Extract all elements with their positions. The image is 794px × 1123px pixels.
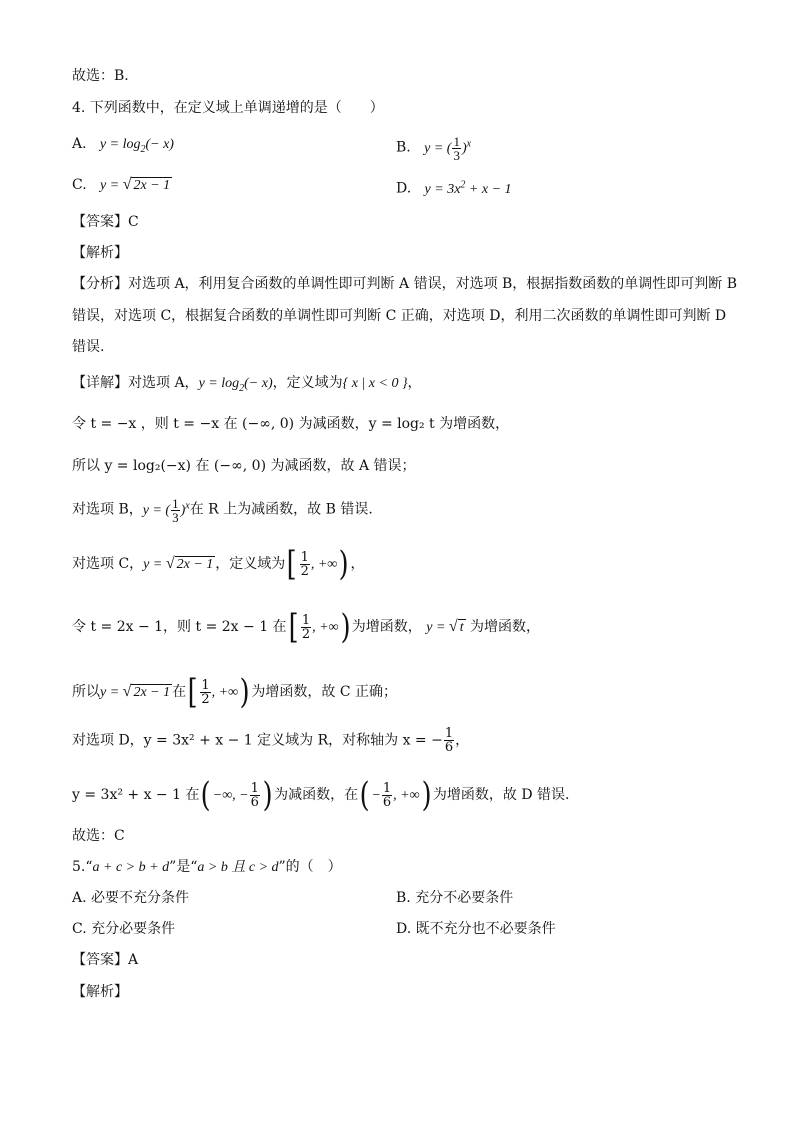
q4-detail-line7: 所以y = √ 2x − 1 在[ $\frac{1}{2}$ , +∞) 为增函数，故 C 正确； [72, 672, 397, 712]
q4-analysis-head: 【解析】 [72, 245, 128, 261]
q5-option-a: A. 必要不充分条件 [72, 890, 190, 906]
q4-conclusion: 故选：C [72, 828, 125, 844]
q4-detail-line5: 对选项 C，y = √ 2x − 1 ，定义域为[ $\frac{1}{2}$ , +∞) ， [72, 544, 365, 584]
q4-detail-line8: 对选项 D，y = 3x² + x − 1 定义域为 R，对称轴为 x = − $\frac{1}{6}$ ， [72, 726, 470, 755]
q5-option-b: B. 充分不必要条件 [396, 890, 514, 906]
q4-detail-line2: 令 t = −x ，则 t = −x 在 (−∞, 0) 为减函数，y = log₂ t 为增函数， [72, 416, 510, 432]
q4-option-d: D. $y = 3x^2 + x - 1$ [396, 179, 512, 197]
q5-analysis-head: 【解析】 [72, 984, 128, 1000]
previous-conclusion: 故选：B. [72, 68, 129, 84]
q5-option-d: D. 既不充分也不必要条件 [396, 921, 556, 937]
q4-detail-line3: 所以 y = log₂(−x) 在 (−∞, 0) 为减函数，故 A 错误； [72, 458, 416, 474]
q5-stem: 5.“a + c > b + d”是“a > b 且 c > d”的（ ） [72, 859, 342, 875]
q4-detail-line4: 对选项 B，y = ( $\frac{1}{3}$ )$^x$在 R 上为减函数，故 B 错误. [72, 495, 373, 525]
q4-option-b: B. y = ( $\frac{1}{3}$ )$^x$ [396, 133, 472, 163]
q4-option-c: C. y = √ 2x − 1 [72, 176, 171, 193]
q4-stem: 4. 下列函数中，在定义域上单调递增的是（ ） [72, 100, 384, 116]
q4-detail-line6: 令 t = 2x − 1，则 t = 2x − 1 在[ $\frac{1}{2}$ , +∞) 为增函数， y = √ t 为增函数， [72, 607, 541, 647]
q4-answer: 【答案】C [72, 214, 139, 230]
q4-fenxi-line1: 【分析】对选项 A，利用复合函数的单调性即可判断 A 错误，对选项 B，根据指数函数的单调性即可判断 B [72, 276, 738, 292]
q4-option-a: A. $y = \log_2(- x)$ [72, 136, 174, 155]
q4-fenxi-line2: 错误，对选项 C，根据复合函数的单调性即可判断 C 正确，对选项 D，利用二次函数的单调性即可判断 D [72, 308, 727, 324]
q4-detail-line9: y = 3x² + x − 1 在( −∞, − $\frac{1}{6}$ ) 为减函数，在( − $\frac{1}{6}$ , +∞) 为增函数，故 D 错误. [72, 775, 570, 815]
q5-option-c: C. 充分必要条件 [72, 921, 176, 937]
q4-fenxi-line3: 错误. [72, 339, 105, 355]
q5-answer: 【答案】A [72, 952, 139, 968]
q4-detail-line1: 【详解】对选项 A，$y = \log_2(- x)$，定义域为{ x | x < 0 }， [72, 375, 422, 394]
